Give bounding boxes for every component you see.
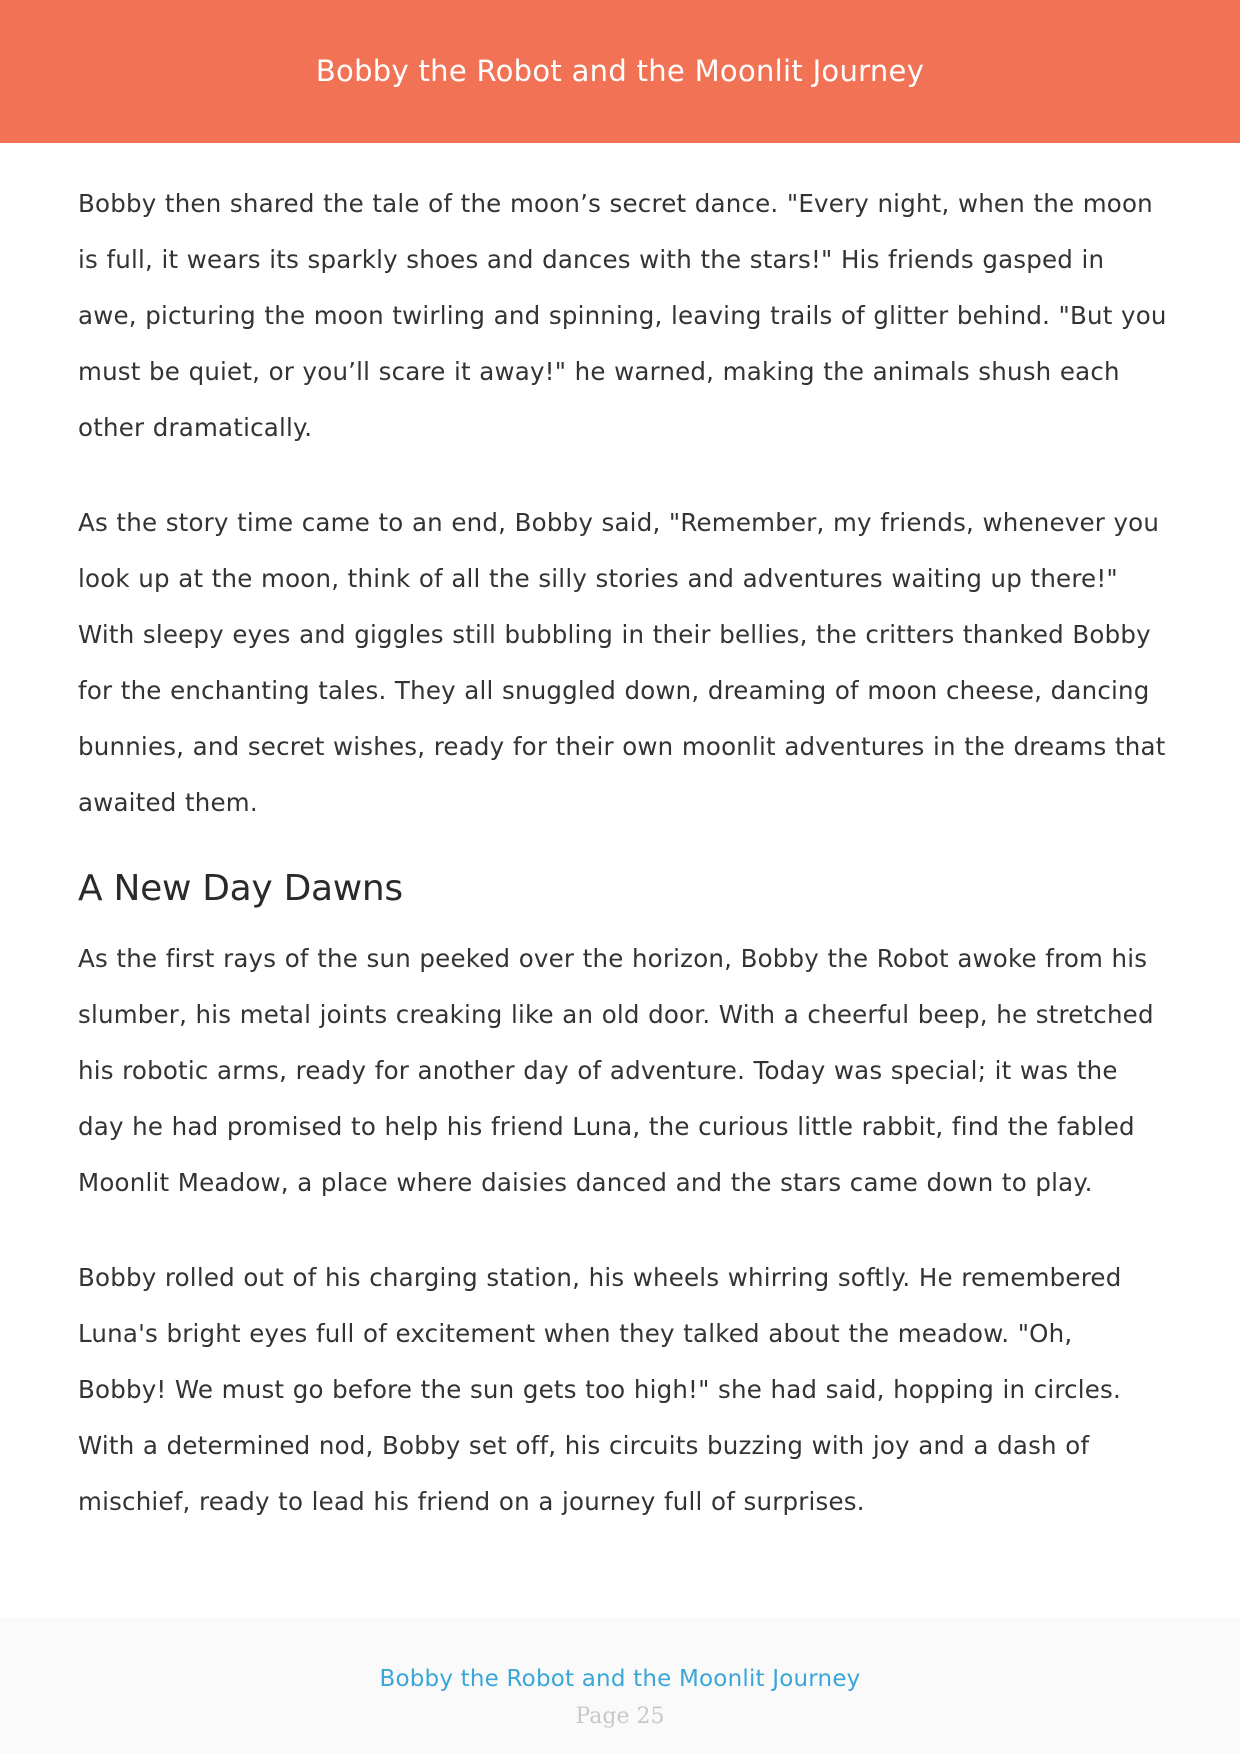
footer-title: Bobby the Robot and the Moonlit Journey [379,1666,861,1692]
page-number: Page 25 [575,1704,665,1729]
header-title: Bobby the Robot and the Moonlit Journey [315,54,925,88]
page-footer [0,1617,1240,1754]
page-content [78,176,1168,1530]
paragraph-moon-dance: Bobby then shared the tale of the moon’s secret dance. "Every night, when the moon is full, it wears its sparkly shoes and dances with the stars!" His friends gasped in awe, picturing the moon twirling and spinning, leaving trails of glitter behind. "But you must be quiet, or you’ll scare it away!" he warned, making the animals shush each other dramatically. [78,189,1167,442]
paragraph-new-day: As the first rays of the sun peeked over the horizon, Bobby the Robot awoke from his slumber, his metal joints creaking like an old door. With a cheerful beep, he stretched his robotic arms, ready for another day of adventure. Today was special; it was the day he had promised to help his friend Luna, the curious little rabbit, find the fabled Moonlit Meadow, a place where daisies danced and the stars came down to play. [78,944,1154,1197]
paragraph-charging-station: Bobby rolled out of his charging station, his wheels whirring softly. He remembered Luna's bright eyes full of excitement when they talked about the meadow. "Oh, Bobby! We must go before the sun gets too high!" she had said, hopping in circles. With a determined nod, Bobby set off, his circuits buzzing with joy and a dash of mischief, ready to lead his friend on a journey full of surprises. [78,1263,1122,1516]
page-header [0,0,1240,143]
section-heading: A New Day Dawns [78,868,403,909]
paragraph-story-time-end: As the story time came to an end, Bobby said, "Remember, my friends, whenever you look up at the moon, think of all the silly stories and adventures waiting up there!" With sleepy eyes and giggles still bubbling in their bellies, the critters thanked Bobby for the enchanting tales. They all snuggled down, dreaming of moon cheese, dancing bunnies, and secret wishes, ready for their own moonlit adventures in the dreams that awaited them. [78,508,1166,817]
